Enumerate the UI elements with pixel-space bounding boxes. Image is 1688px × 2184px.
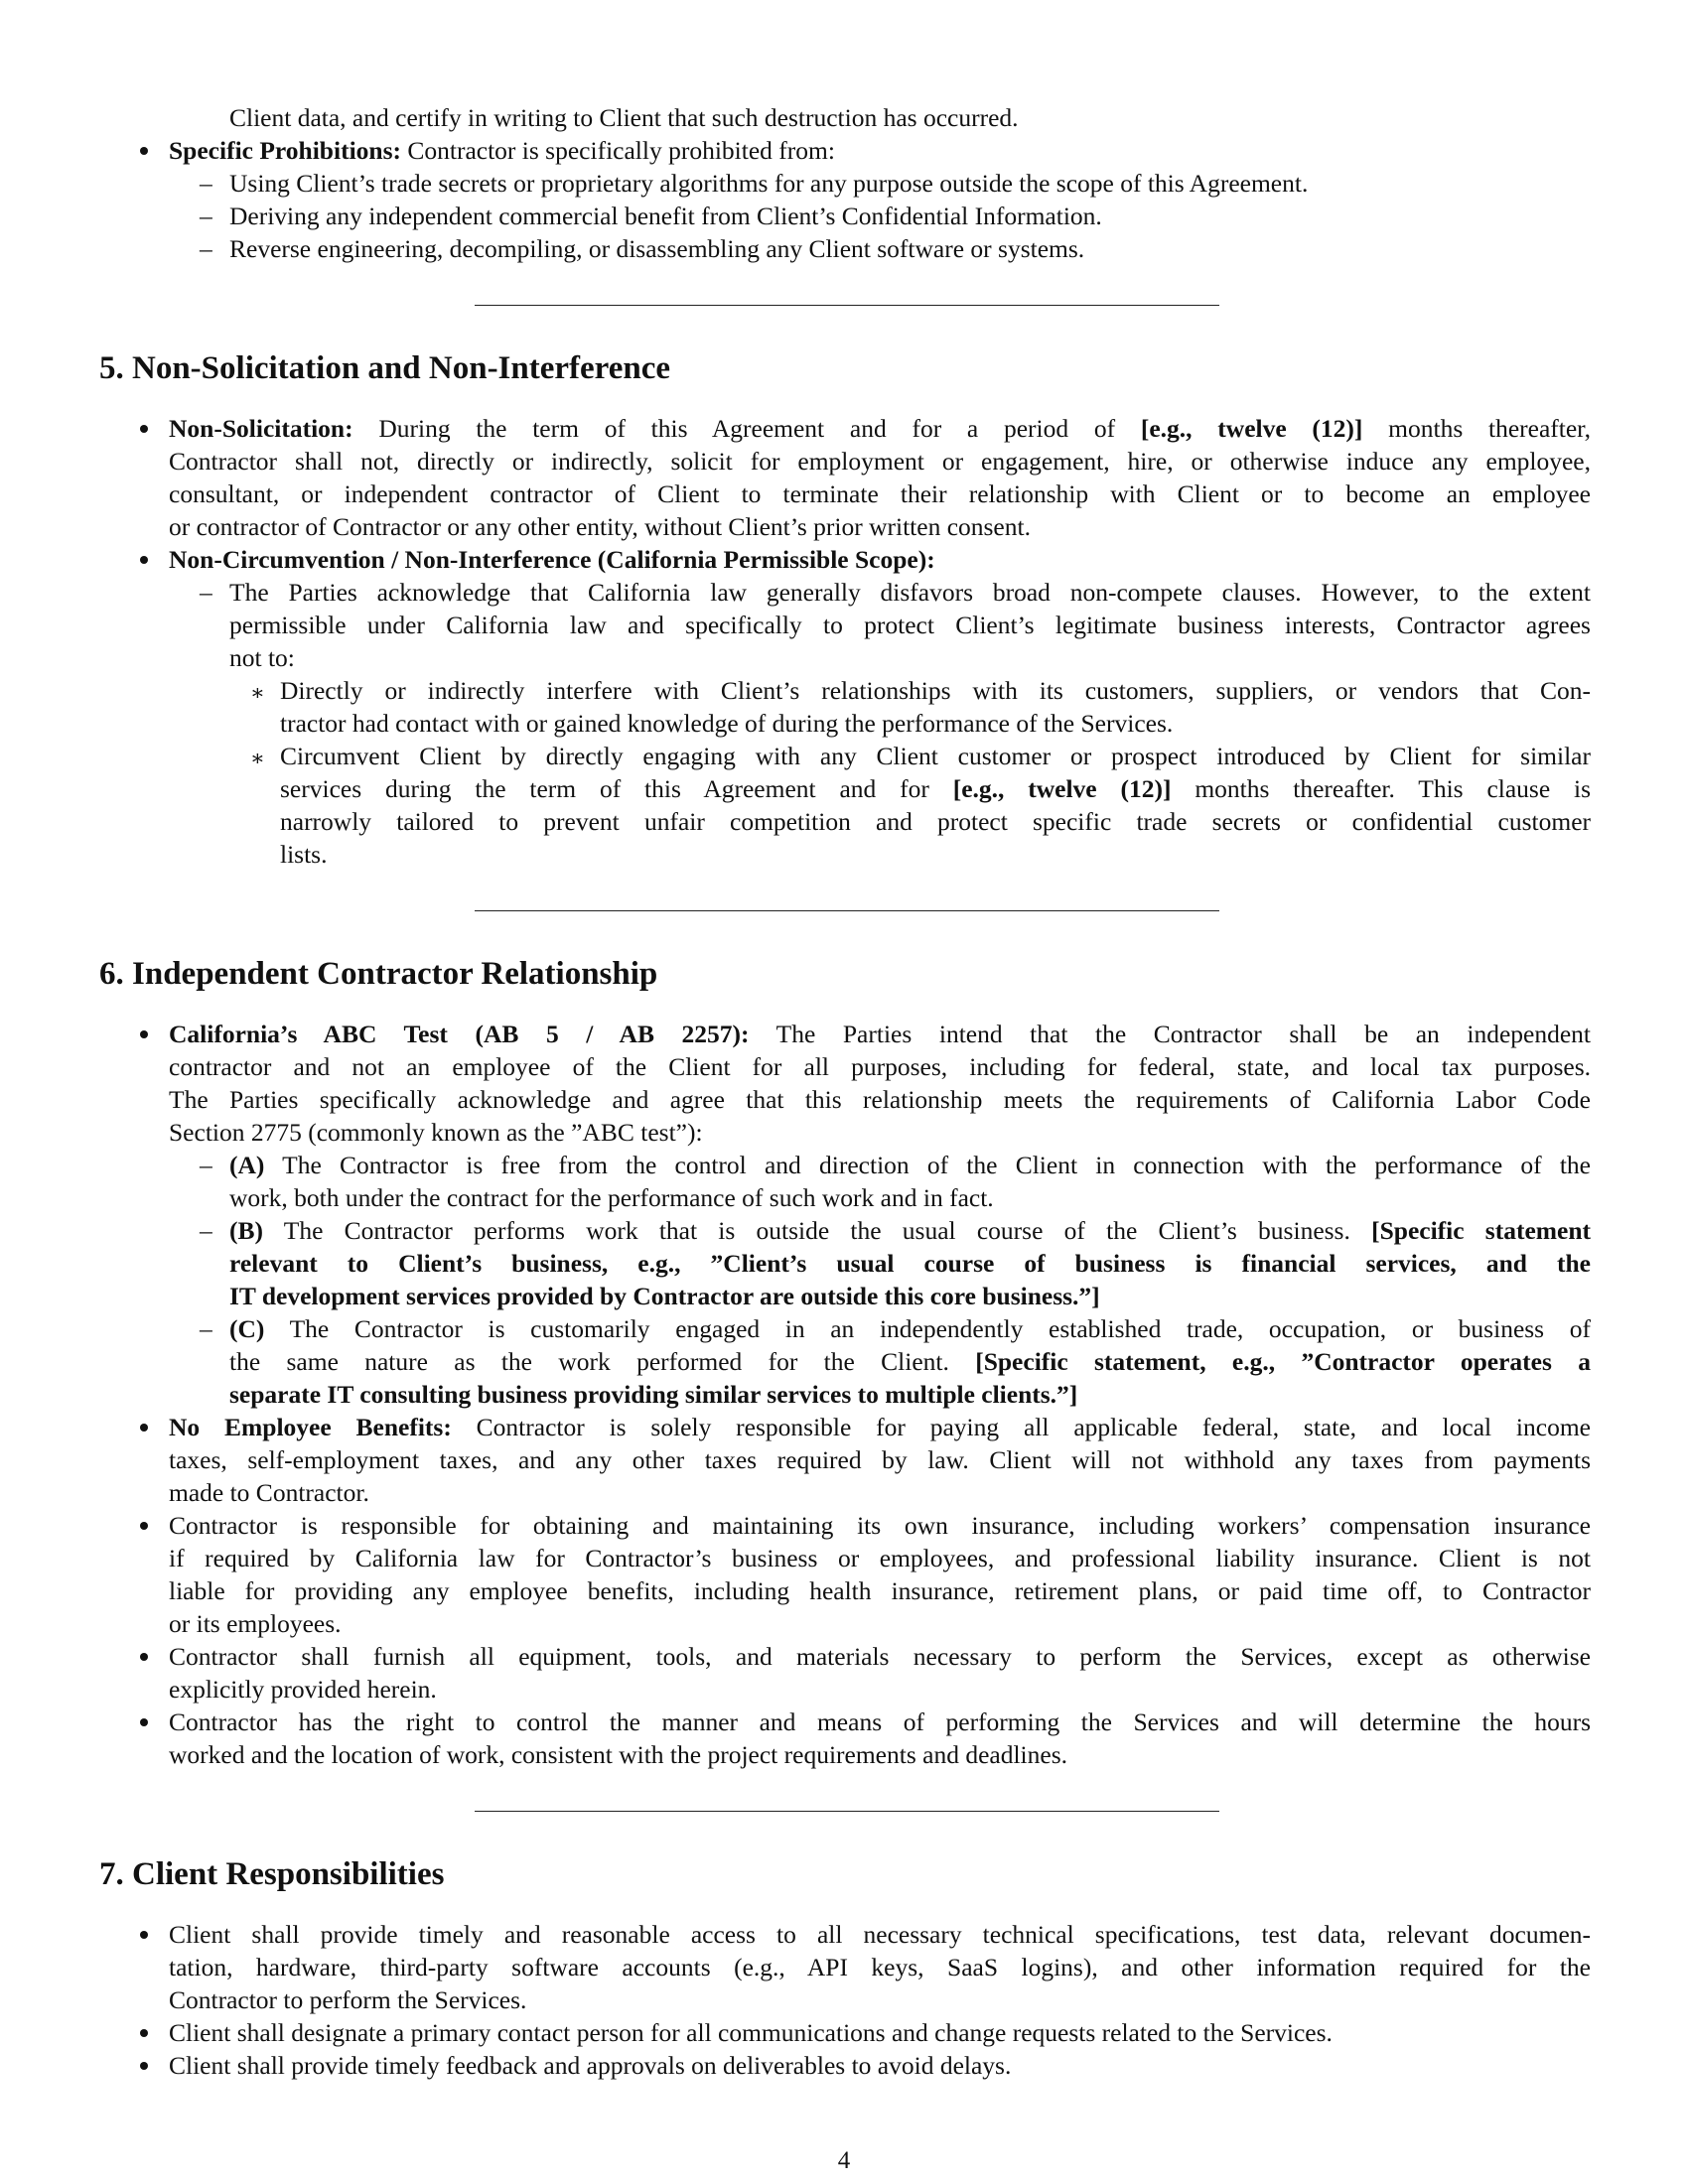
paragraph-line: liable for providing any employee benefits, including health insurance, retirement plans, or paid time off, to Contractor	[169, 1576, 1591, 1605]
paragraph-line: Section 2775 (commonly known as the ”ABC test”):	[169, 1118, 703, 1147]
paragraph-line: Client shall provide timely and reasonable access to all necessary technical specifications, test data, relevant documen-	[169, 1920, 1591, 1949]
dash-icon: –	[200, 202, 212, 230]
paragraph-line	[229, 1149, 1591, 1181]
text-run: services during the term of this Agreement and for	[280, 774, 929, 803]
paragraph-line: work, both under the contract for the performance of such work and in fact.	[229, 1183, 994, 1212]
paragraph-line: taxes, self-employment taxes, and any other taxes required by law. Client will not withhold any taxes from payments	[169, 1445, 1591, 1474]
paragraph-line: narrowly tailored to prevent unfair competition and protect specific trade secrets or confidential customer	[280, 807, 1591, 836]
dash-icon: –	[200, 169, 212, 198]
dash-icon: –	[200, 1216, 212, 1245]
bullet-icon	[140, 1030, 148, 1038]
item-text: Contractor is specifically prohibited from:	[407, 136, 835, 165]
paragraph-line	[169, 1411, 1591, 1443]
item-label: No Employee Benefits:	[169, 1413, 452, 1441]
paragraph-line: Contractor shall furnish all equipment, tools, and materials necessary to perform the Services, except as otherwise	[169, 1642, 1591, 1671]
page-number: 4	[837, 2147, 851, 2174]
paragraph-line: separate IT consulting business providing similar services to multiple clients.”]	[229, 1380, 1078, 1409]
paragraph-line: Contractor has the right to control the manner and means of performing the Services and will determine the hours	[169, 1707, 1591, 1736]
placeholder-text: [e.g., twelve (12)]	[1140, 414, 1363, 443]
paragraph-line	[229, 1345, 1591, 1378]
placeholder-text: [Specific statement, e.g., ”Contractor operates a	[975, 1347, 1591, 1376]
placeholder-text: [Specific statement	[1371, 1216, 1592, 1245]
text-run: months thereafter. This clause is	[1195, 774, 1592, 803]
paragraph-line: contractor and not an employee of the Client for all purposes, including for federal, state, and local tax purposes.	[169, 1052, 1591, 1081]
paragraph-line	[280, 772, 1591, 805]
paragraph-line: Contractor to perform the Services.	[169, 1985, 527, 2014]
paragraph-line: Client shall provide timely feedback and approvals on deliverables to avoid delays.	[169, 2051, 1012, 2080]
bullet-icon	[140, 1718, 148, 1726]
paragraph-line	[169, 1018, 1591, 1050]
paragraph-line: or its employees.	[169, 1609, 342, 1638]
item-label: (A)	[229, 1151, 265, 1179]
text-run: The Parties intend that the Contractor shall be an independent	[775, 1020, 1591, 1048]
paragraph-line: lists.	[280, 840, 328, 869]
sub-item: Using Client’s trade secrets or proprietary algorithms for any purpose outside the scope of this Agreement.	[229, 169, 1309, 198]
bullet-icon	[140, 556, 148, 564]
paragraph-line: explicitly provided herein.	[169, 1675, 437, 1704]
section-heading-6: 6. Independent Contractor Relationship	[99, 956, 658, 992]
bullet-icon	[140, 1424, 148, 1432]
text-run: months thereafter,	[1388, 414, 1592, 443]
bullet-icon	[140, 1522, 148, 1530]
paragraph-line	[169, 412, 1591, 445]
dash-icon: –	[200, 1314, 212, 1343]
text-run: the same nature as the work performed for the Client.	[229, 1347, 949, 1376]
paragraph-line: consultant, or independent contractor of Client to terminate their relationship with Client or to become an employee	[169, 479, 1591, 508]
dash-icon: –	[200, 578, 212, 607]
dash-icon: –	[200, 234, 212, 263]
paragraph-line	[229, 1214, 1591, 1247]
paragraph-line: tractor had contact with or gained knowledge of during the performance of the Services.	[280, 709, 1174, 738]
section-heading-5: 5. Non-Solicitation and Non-Interference	[99, 350, 671, 386]
paragraph-line: not to:	[229, 643, 295, 672]
bullet-icon	[140, 1653, 148, 1661]
paragraph-line: Client data, and certify in writing to Client that such destruction has occurred.	[229, 103, 1019, 132]
sub-item: Deriving any independent commercial benefit from Client’s Confidential Information.	[229, 202, 1102, 230]
item-label: Non-Solicitation:	[169, 414, 353, 443]
paragraph-line: Circumvent Client by directly engaging with any Client customer or prospect introduced by Client for similar	[280, 742, 1591, 770]
paragraph-line	[229, 1312, 1591, 1345]
paragraph-line: permissible under California law and specifically to protect Client’s legitimate business interests, Contractor agrees	[229, 611, 1591, 639]
item-label: (C)	[229, 1314, 265, 1343]
text-run: The Contractor is free from the control and direction of the Client in connection with the performance of the	[282, 1151, 1591, 1179]
paragraph-line: made to Contractor.	[169, 1478, 369, 1507]
bullet-icon	[140, 147, 148, 155]
paragraph-line: worked and the location of work, consistent with the project requirements and deadlines.	[169, 1740, 1067, 1769]
section-divider	[475, 910, 1219, 911]
item-label: Specific Prohibitions:	[169, 136, 401, 165]
asterisk-icon: ∗	[250, 680, 265, 705]
list-item	[169, 134, 835, 167]
paragraph-line: or contractor of Contractor or any other entity, without Client’s prior written consent.	[169, 512, 1031, 541]
bullet-icon	[140, 425, 148, 433]
paragraph-line: Contractor is responsible for obtaining and maintaining its own insurance, including workers’ compensation insurance	[169, 1511, 1591, 1540]
bullet-icon	[140, 2062, 148, 2070]
section-divider	[475, 305, 1219, 306]
section-divider	[475, 1811, 1219, 1812]
bullet-icon	[140, 2029, 148, 2037]
paragraph-line: Client shall designate a primary contact person for all communications and change requests related to the Services.	[169, 2018, 1333, 2047]
paragraph-line: if required by California law for Contractor’s business or employees, and professional liability insurance. Client is not	[169, 1544, 1591, 1572]
paragraph-line: Contractor shall not, directly or indirectly, solicit for employment or engagement, hire, or otherwise induce any employee,	[169, 447, 1591, 476]
text-run: The Contractor performs work that is outside the usual course of the Client’s business.	[283, 1216, 1350, 1245]
dash-icon: –	[200, 1151, 212, 1179]
paragraph-line: Directly or indirectly interfere with Client’s relationships with its customers, suppliers, or vendors that Con-	[280, 676, 1591, 705]
section-heading-7: 7. Client Responsibilities	[99, 1856, 445, 1892]
paragraph-line: The Parties specifically acknowledge and agree that this relationship meets the requirements of California Labor Code	[169, 1085, 1591, 1114]
sub-item: Reverse engineering, decompiling, or disassembling any Client software or systems.	[229, 234, 1085, 263]
paragraph-line: The Parties acknowledge that California law generally disfavors broad non-compete clauses. However, to the extent	[229, 578, 1591, 607]
item-label: (B)	[229, 1216, 263, 1245]
paragraph-line: tation, hardware, third-party software accounts (e.g., API keys, SaaS logins), and other information required for the	[169, 1953, 1591, 1981]
text-run: Contractor is solely responsible for paying all applicable federal, state, and local income	[476, 1413, 1591, 1441]
paragraph-line: relevant to Client’s business, e.g., ”Client’s usual course of business is financial services, and the	[229, 1249, 1591, 1278]
text-run: During the term of this Agreement and for a period of	[378, 414, 1116, 443]
bullet-icon	[140, 1931, 148, 1939]
paragraph-line: IT development services provided by Contractor are outside this core business.”]	[229, 1282, 1100, 1310]
item-label: Non-Circumvention / Non-Interference (California Permissible Scope):	[169, 545, 935, 574]
placeholder-text: [e.g., twelve (12)]	[952, 774, 1172, 803]
text-run: The Contractor is customarily engaged in an independently established trade, occupation, or business of	[289, 1314, 1591, 1343]
asterisk-icon: ∗	[250, 746, 265, 770]
item-label: California’s ABC Test (AB 5 / AB 2257):	[169, 1020, 750, 1048]
